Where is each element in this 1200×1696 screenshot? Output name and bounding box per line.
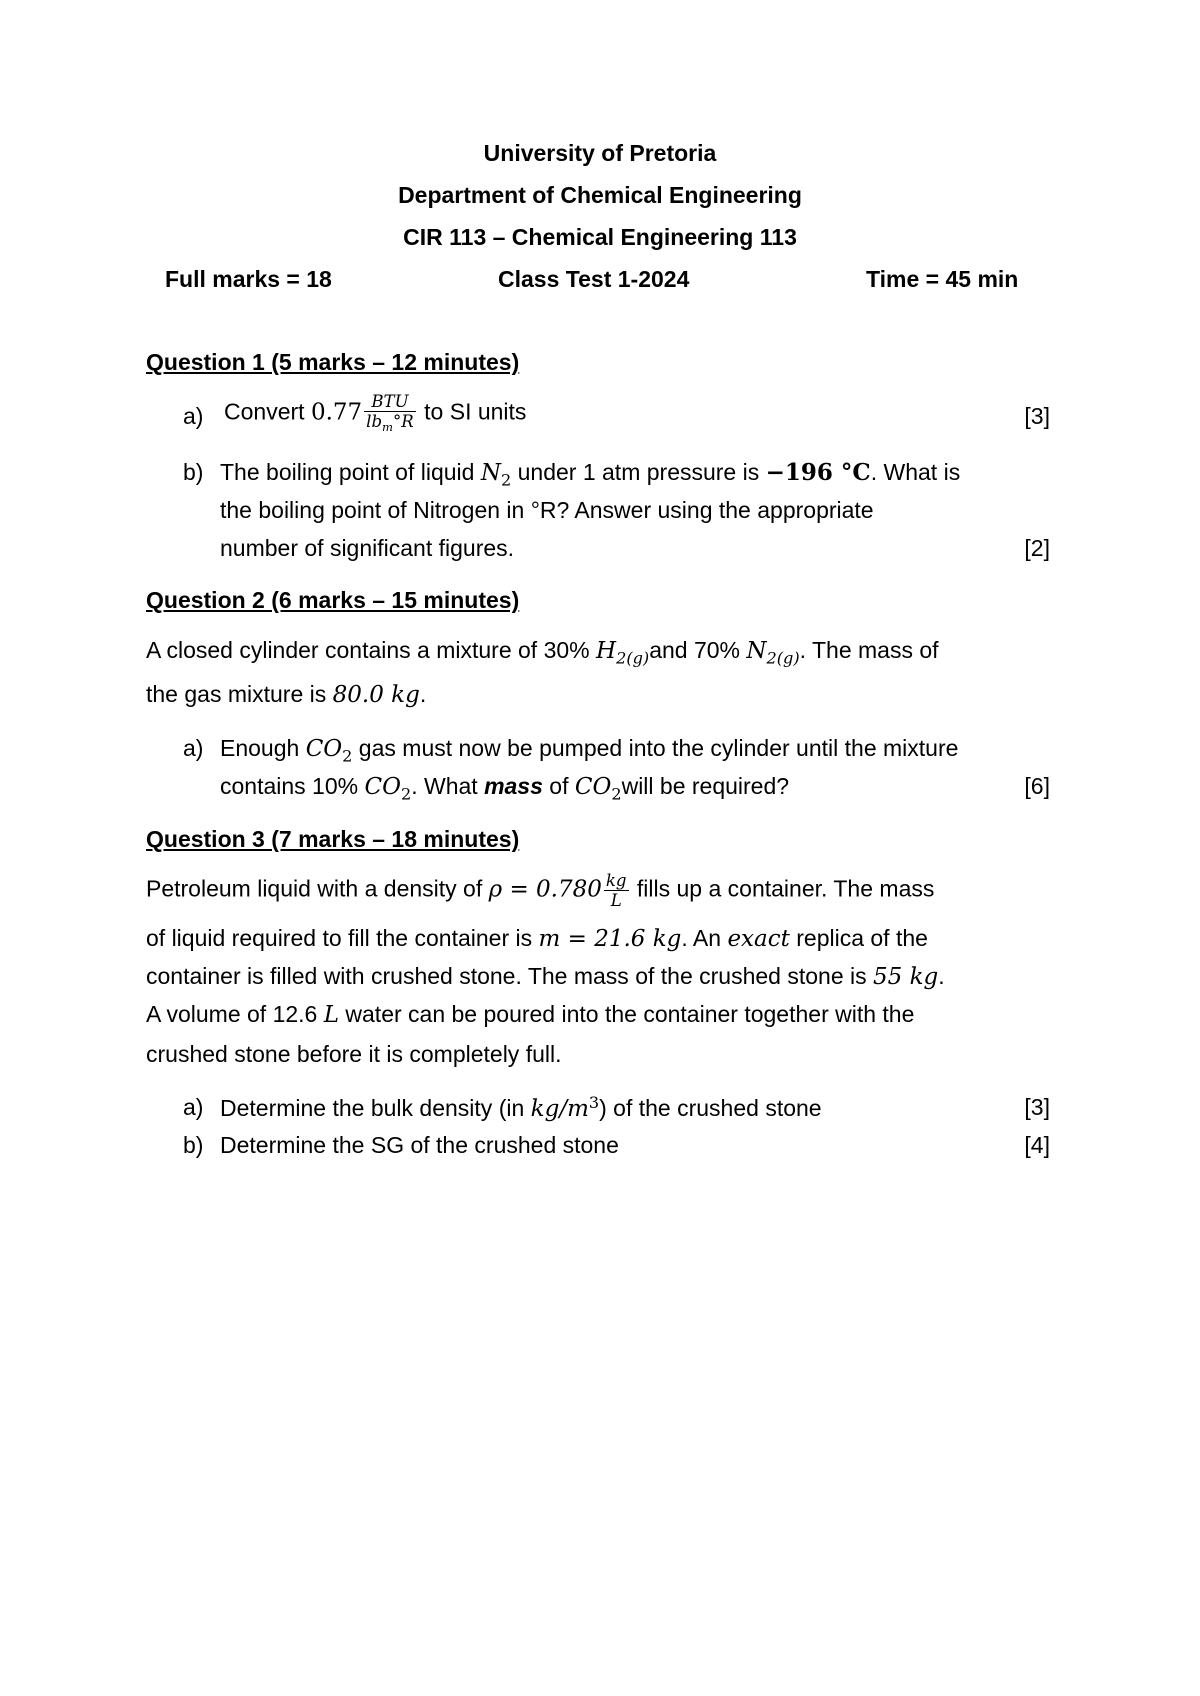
q3-exact: exact <box>727 926 790 952</box>
q3-l1-pre: Petroleum liquid with a density of <box>146 875 489 902</box>
q1a-den-var: lb <box>366 412 383 432</box>
q1b-species-sub: 2 <box>500 470 512 490</box>
q2a-co2: CO <box>305 736 343 762</box>
q3a-text <box>220 1093 822 1124</box>
q3-line2 <box>146 924 928 954</box>
q3-rho-den: L <box>610 891 622 911</box>
q1a-text-after: to SI units <box>417 398 527 425</box>
q2a-mark: [6] <box>1024 773 1050 799</box>
q3a-pre: Determine the bulk density (in <box>220 1095 531 1122</box>
q3-rho-num: kg <box>605 871 627 890</box>
q3-rho-fraction <box>604 871 629 910</box>
q2-n2-sub: 2(g) <box>766 648 800 668</box>
q1a-text <box>224 392 526 434</box>
q2a-line2-pre: contains 10% <box>220 773 365 799</box>
q3-l3-post: . <box>938 963 945 989</box>
q3a-mark: [3] <box>1024 1094 1050 1120</box>
q2a-line2-mid: . What <box>411 773 485 799</box>
q1b-line1-pre: The boiling point of liquid <box>220 459 481 485</box>
q3-l4-pre: A volume of 12.6 <box>146 1001 324 1027</box>
q3b-label: b) <box>183 1132 204 1158</box>
q2a-line2-post: will be required? <box>621 773 790 799</box>
q1b-species: N <box>480 460 501 486</box>
q3-l1-post: fills up a container. The mass <box>630 875 935 902</box>
q2-line2-post: . <box>419 681 427 707</box>
q3a-unit: kg/m <box>530 1096 589 1123</box>
question-1-heading: Question 1 (5 marks – 12 minutes) <box>146 349 520 375</box>
q2a-co2-sub: 2 <box>342 746 353 766</box>
q2-intro-post: . The mass of <box>799 637 939 663</box>
q1a-label: a) <box>183 403 204 429</box>
q3-m-eq: m = 21.6 kg <box>538 926 682 952</box>
q2a-co2-second-sub: 2 <box>400 784 412 804</box>
q2-intro-mid: and 70% <box>649 637 747 663</box>
question-3-heading: Question 3 (7 marks – 18 minutes) <box>146 826 520 852</box>
q1a-text-before: Convert <box>224 398 311 425</box>
q2a-line1-post: gas must now be pumped into the cylinder until the mixture <box>352 735 959 761</box>
q2-mass: 80.0 kg <box>332 682 420 708</box>
time-allowed: Time = 45 min <box>866 266 1019 292</box>
university-title: University of Pretoria <box>483 140 717 166</box>
full-marks: Full marks = 18 <box>165 266 332 292</box>
q1b-line1-post: . What is <box>870 459 961 485</box>
department-title: Department of Chemical Engineering <box>398 182 802 208</box>
q2a-co2-third-sub: 2 <box>611 784 622 804</box>
q3-line5: crushed stone before it is completely full. <box>146 1041 562 1067</box>
course-title: CIR 113 – Chemical Engineering 113 <box>403 224 797 250</box>
q3a-post: ) of the crushed stone <box>599 1095 822 1122</box>
q2-intro-pre: A closed cylinder contains a mixture of 30% <box>146 637 597 663</box>
q3-l4-unit: L <box>323 1002 340 1028</box>
q2-line2-pre: the gas mixture is <box>146 681 333 707</box>
q2a-mass-word: mass <box>484 773 543 799</box>
q3-line1 <box>146 871 934 910</box>
q2-n2: N <box>746 638 767 664</box>
q1a-frac-denominator <box>364 412 416 434</box>
q2a-label: a) <box>183 735 204 761</box>
q2-h2: H <box>596 638 617 664</box>
q1a-mark: [3] <box>1024 403 1050 429</box>
q2-intro-line1 <box>146 636 939 669</box>
q3-rho: ρ = 0.780 <box>488 876 602 903</box>
q1b-line1 <box>220 458 960 491</box>
q1a-den-rest: °R <box>393 412 414 432</box>
q3-line3 <box>146 962 945 992</box>
q1a-den-sub: m <box>382 420 394 435</box>
q2-h2-sub: 2(g) <box>616 648 650 668</box>
q3-l2-post: replica of the <box>789 925 928 951</box>
q1a-frac-numerator: BTU <box>364 392 416 412</box>
q1b-mark: [2] <box>1024 535 1050 561</box>
q3-l3-pre: container is filled with crushed stone. The mass of the crushed stone is <box>146 963 874 989</box>
q2a-line2 <box>220 772 789 805</box>
q3-l4-post: water can be poured into the container together with the <box>339 1001 915 1027</box>
q2a-co2-third: CO <box>574 774 612 800</box>
q3a-label: a) <box>183 1094 204 1120</box>
q2a-line1-pre: Enough <box>220 735 306 761</box>
q3-line4 <box>146 1000 914 1030</box>
q2a-line2-of: of <box>542 773 575 799</box>
q3-l2-pre: of liquid required to fill the container is <box>146 925 539 951</box>
q1b-line3: number of significant figures. <box>220 535 515 561</box>
q1a-value: 0.77 <box>310 399 363 426</box>
q3-l2-mid: . An <box>681 925 728 951</box>
q2-intro-line2 <box>146 680 426 710</box>
q2a-co2-second: CO <box>364 774 401 800</box>
q1b-line2: the boiling point of Nitrogen in °R? Answer using the appropriate <box>220 497 874 523</box>
question-2-heading: Question 2 (6 marks – 15 minutes) <box>146 587 520 613</box>
q1b-label: b) <box>183 459 204 485</box>
q3b-mark: [4] <box>1024 1132 1050 1158</box>
class-test-label: Class Test 1-2024 <box>498 266 690 292</box>
q1b-line1-mid: under 1 atm pressure is <box>511 459 766 485</box>
q1a-unit-fraction <box>364 392 416 434</box>
q3a-unit-sup: 3 <box>588 1093 600 1112</box>
q2a-line1 <box>220 734 958 767</box>
q3-stone-mass: 55 kg <box>873 964 939 990</box>
q1b-temperature: −196 °C <box>765 459 871 486</box>
q3b-text: Determine the SG of the crushed stone <box>220 1132 619 1158</box>
